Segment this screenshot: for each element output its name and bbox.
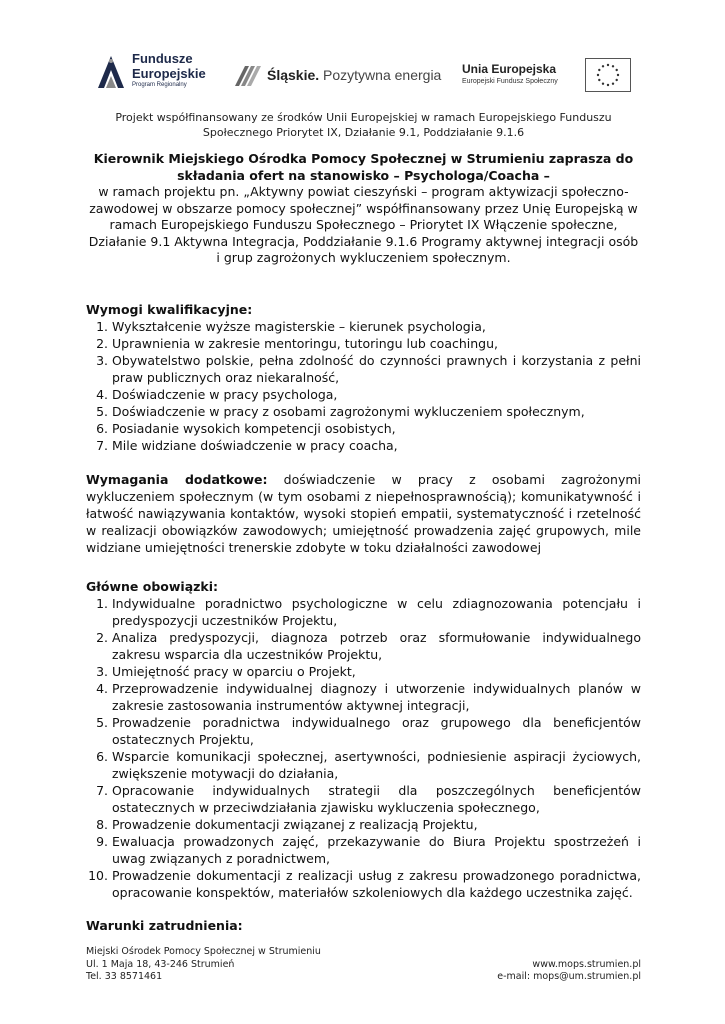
duties-list: [86, 595, 641, 901]
list-item-text: Opracowanie indywidualnych strategii dla poszczególnych beneficjentów ostatecznych w przeciwdziałania zjawisku wykluczenia społecznego,: [112, 783, 641, 815]
list-item-number: 5.: [96, 404, 108, 419]
list-item-number: 3.: [96, 353, 108, 368]
list-item-text: Obywatelstwo polskie, pełna zdolność do czynności prawnych i korzystania z pełni praw publicznych oraz niekaralność,: [112, 353, 641, 385]
list-item-text: Wsparcie komunikacji społecznej, asertywności, podniesienie aspiracji życiowych, zwiększenie motywacji do działania,: [112, 749, 641, 781]
list-item: [86, 595, 641, 629]
list-item-number: 6.: [96, 749, 108, 764]
list-item: [86, 867, 641, 901]
list-item: [86, 318, 641, 335]
duties-title: Główne obowiązki:: [86, 579, 219, 594]
eu-flag-icon: [585, 58, 631, 92]
fe-logo-line1: Fundusze: [132, 51, 193, 66]
list-item-number: 9.: [96, 834, 108, 849]
list-item-text: Prowadzenie dokumentacji związanej z realizacją Projektu,: [112, 817, 478, 832]
list-item-text: Analiza predyspozycji, diagnoza potrzeb oraz sformułowanie indywidualnego zakresu wsparcia dla uczestników Projektu,: [112, 630, 641, 662]
list-item-text: Przeprowadzenie indywidualnej diagnozy i utworzenie indywidualnych planów w zakresie zastosowania instrumentów aktywnej integracji,: [112, 681, 641, 713]
requirements-list: [86, 318, 641, 454]
list-item: [86, 386, 641, 403]
list-item-number: 1.: [96, 319, 108, 334]
list-item-text: Mile widziane doświadczenie w pracy coacha,: [112, 438, 398, 453]
list-item: [86, 748, 641, 782]
fundusze-europejskie-logo-icon: [96, 54, 126, 90]
list-item: [86, 680, 641, 714]
list-item-text: Uprawnienia w zakresie mentoringu, tutoringu lub coachingu,: [112, 336, 498, 351]
list-item-number: 1.: [96, 596, 108, 611]
funding-note: [86, 110, 641, 140]
list-item: [86, 782, 641, 816]
eu-logo-line2: Europejski Fundusz Społeczny: [462, 78, 558, 85]
list-item-number: 7.: [96, 438, 108, 453]
funding-note-line2: Społecznego Priorytet IX, Działanie 9.1, Poddziałanie 9.1.6: [202, 126, 525, 139]
list-item-number: 4.: [96, 681, 108, 696]
fe-logo-line2: Europejskie: [132, 66, 206, 81]
list-item: [86, 335, 641, 352]
list-item-text: Prowadzenie poradnictwa indywidualnego oraz grupowego dla beneficjentów ostatecznych Projektu,: [112, 715, 641, 747]
list-item: [86, 629, 641, 663]
footer-phone: Tel. 33 8571461: [86, 971, 163, 982]
list-item-number: 5.: [96, 715, 108, 730]
additional-text: doświadczenie w pracy z osobami zagrożonymi wykluczeniem społecznym (w tym osobami z niepełnosprawnością); komunikatywność i łatwość nawiązywania kontaktów, wysoki stopień empatii, systematyczność i rzetelność w realizacji obowiązków zawodowych; umiejętność prowadzenia zajęć grupowych, mile widziane umiejętności trenerskie zdobyte w toku działalności zawodowej: [86, 472, 641, 555]
list-item-number: 10.: [88, 868, 108, 883]
headline-bold-line1: Kierownik Miejskiego Ośrodka Pomocy Społecznej w Strumieniu zaprasza do: [93, 151, 634, 166]
funding-note-line1: Projekt współfinansowany ze środków Unii Europejskiej w ramach Europejskiego Funduszu: [115, 111, 612, 124]
list-item: [86, 714, 641, 748]
list-item-text: Ewaluacja prowadzonych zajęć, przekazywanie do Biura Projektu spostrzeżeń i uwag związanych z poradnictwem,: [112, 834, 641, 866]
unia-europejska-logo: [462, 54, 632, 96]
list-item: [86, 663, 641, 680]
footer-email: e-mail: mops@um.strumien.pl: [497, 971, 641, 982]
list-item: [86, 352, 641, 386]
announcement-headline: [86, 151, 641, 267]
additional-requirements-section: [86, 471, 641, 556]
requirements-title: Wymogi kwalifikacyjne:: [86, 302, 253, 317]
list-item: [86, 833, 641, 867]
additional-title: Wymagania dodatkowe:: [86, 472, 268, 487]
list-item: [86, 403, 641, 420]
list-item: [86, 816, 641, 833]
employment-title: Warunki zatrudnienia:: [86, 918, 243, 933]
list-item: [86, 420, 641, 437]
list-item-number: 6.: [96, 421, 108, 436]
list-item-text: Wykształcenie wyższe magisterskie – kierunek psychologia,: [112, 319, 486, 334]
list-item-number: 3.: [96, 664, 108, 679]
list-item-number: 4.: [96, 387, 108, 402]
list-item: [86, 437, 641, 454]
footer-web: www.mops.strumien.pl: [532, 958, 641, 970]
slaskie-logo-icon: [231, 62, 263, 90]
slaskie-logo-bold: Śląskie.: [267, 67, 320, 83]
duties-section: [86, 578, 641, 901]
list-item-text: Indywidualne poradnictwo psychologiczne w celu zdiagnozowania potencjału i predyspozycji uczestników Projektu,: [112, 596, 641, 628]
eu-logo-line1: Unia Europejska: [462, 62, 557, 76]
requirements-section: [86, 301, 641, 454]
list-item-number: 2.: [96, 336, 108, 351]
employment-section: [86, 917, 641, 934]
list-item-text: Prowadzenie dokumentacji z realizacji usług z zakresu prowadzonego poradnictwa, opracowanie konspektów, materiałów szkoleniowych dla każdego uczestnika zajęć.: [112, 868, 641, 900]
list-item-number: 2.: [96, 630, 108, 645]
list-item-text: Doświadczenie w pracy z osobami zagrożonymi wykluczeniem społecznym,: [112, 404, 585, 419]
list-item-number: 7.: [96, 783, 108, 798]
list-item-text: Posiadanie wysokich kompetencji osobistych,: [112, 421, 396, 436]
headline-body: w ramach projektu pn. „Aktywny powiat cieszyński – program aktywizacji społeczno-zawodowej w obszarze pomocy społecznej” współfinansowany przez Unię Europejską w ramach Europejskiego Funduszu Społecznego – Priorytet IX Włączenie społeczne, Działanie 9.1 Aktywna Integracja, Poddziałanie 9.1.6 Programy aktywnej integracji osób i grup zagrożonych wykluczeniem społecznym.: [88, 184, 639, 265]
header-logos: [86, 48, 631, 108]
headline-bold-line2: składania ofert na stanowisko – Psychologa/Coacha –: [177, 167, 550, 183]
footer-org: Miejski Ośrodek Pomocy Społecznej w Strumieniu: [86, 946, 321, 957]
list-item-text: Doświadczenie w pracy psychologa,: [112, 387, 338, 402]
footer-address: Ul. 1 Maja 18, 43-246 Strumień: [86, 958, 235, 970]
fe-logo-line3: Program Regionalny: [132, 82, 187, 88]
list-item-number: 8.: [96, 817, 108, 832]
fundusze-europejskie-logo: [96, 48, 211, 98]
slaskie-logo-rest: Pozytywna energia: [319, 67, 442, 83]
list-item-text: Umiejętność pracy w oparciu o Projekt,: [112, 664, 356, 679]
